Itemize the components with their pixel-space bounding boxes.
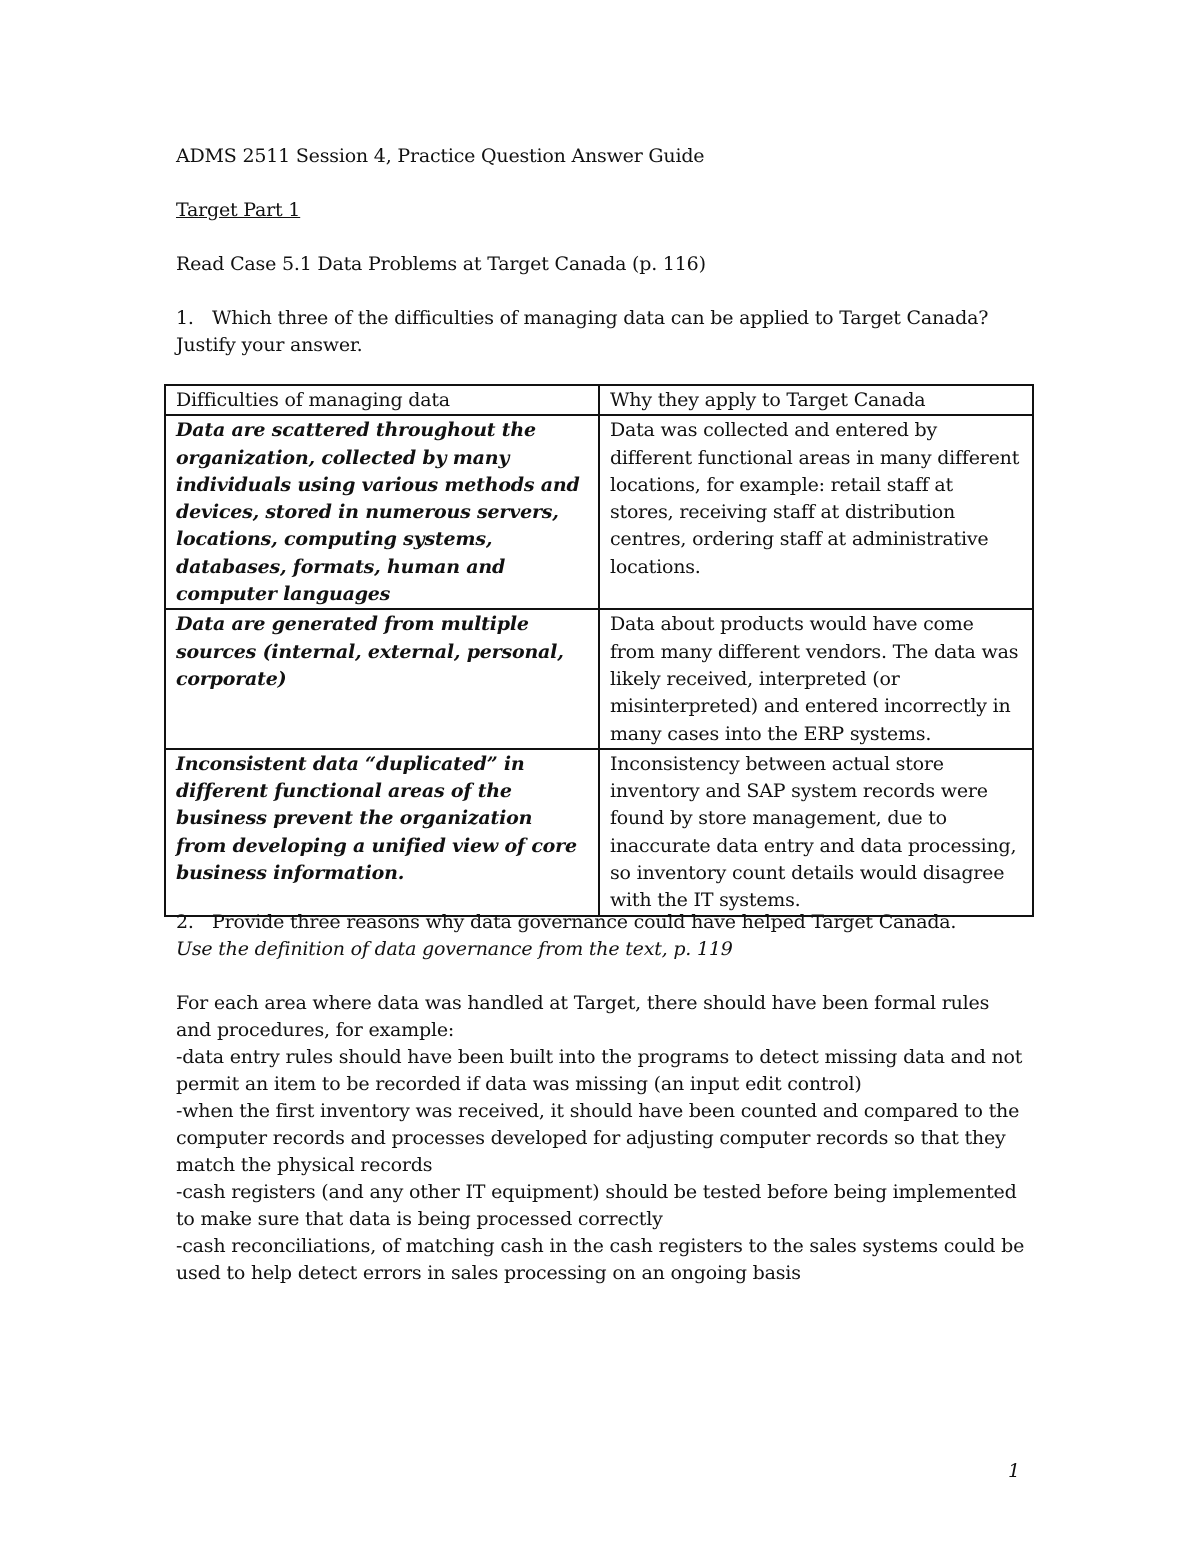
page-number: 1	[1008, 1460, 1021, 1482]
table-row	[165, 749, 1033, 916]
question-1-number: 1.	[176, 307, 194, 329]
answer-paragraph	[176, 990, 1026, 1287]
table-header-why: Why they apply to Target Canada	[599, 385, 1033, 415]
question-1	[176, 305, 1036, 359]
answer-point: -when the first inventory was received, it should have been counted and compared to the computer records and processes developed for adjusting computer records so that they match the physical records	[176, 1100, 1020, 1176]
difficulties-table	[164, 384, 1034, 917]
question-2-number: 2.	[176, 911, 194, 933]
question-2	[176, 909, 956, 936]
table-header-difficulties: Difficulties of managing data	[165, 385, 599, 415]
table-header-row	[165, 385, 1033, 415]
table-cell-difficulty: Data are generated from multiple sources (internal, external, personal, corporate)	[165, 609, 599, 748]
table-cell-difficulty: Data are scattered throughout the organization, collected by many individuals using various methods and devices, stored in numerous servers, locations, computing systems, databases, formats, human and computer languages	[165, 415, 599, 609]
section-heading: Target Part 1	[176, 199, 301, 221]
table-cell-why: Inconsistency between actual store inventory and SAP system records were found by store management, due to inaccurate data entry and data processing, so inventory count details would disagree with the IT systems.	[599, 749, 1033, 916]
table-cell-difficulty: Inconsistent data “duplicated” in different functional areas of the business prevent the organization from developing a unified view of core business information.	[165, 749, 599, 916]
question-1-text: Which three of the difficulties of managing data can be applied to Target Canada? Justify your answer.	[176, 307, 989, 356]
table-cell-why: Data about products would have come from many different vendors. The data was likely received, interpreted (or misinterpreted) and entered incorrectly in many cases into the ERP systems.	[599, 609, 1033, 748]
table-row	[165, 609, 1033, 748]
document-title: ADMS 2511 Session 4, Practice Question Answer Guide	[176, 145, 705, 167]
read-case-instruction: Read Case 5.1 Data Problems at Target Canada (p. 116)	[176, 253, 706, 275]
answer-point: -data entry rules should have been built into the programs to detect missing data and not permit an item to be recorded if data was missing (an input edit control)	[176, 1046, 1023, 1095]
question-2-hint: Use the definition of data governance from the text, p. 119	[176, 938, 733, 960]
answer-intro: For each area where data was handled at Target, there should have been formal rules and procedures, for example:	[176, 992, 990, 1041]
table-row	[165, 415, 1033, 609]
table-cell-why: Data was collected and entered by different functional areas in many different locations, for example: retail staff at stores, receiving staff at distribution centres, ordering staff at administrative locations.	[599, 415, 1033, 609]
answer-point: -cash reconciliations, of matching cash in the cash registers to the sales systems could be used to help detect errors in sales processing on an ongoing basis	[176, 1235, 1025, 1284]
answer-point: -cash registers (and any other IT equipment) should be tested before being implemented to make sure that data is being processed correctly	[176, 1181, 1017, 1230]
question-2-text: Provide three reasons why data governance could have helped Target Canada.	[212, 911, 957, 933]
